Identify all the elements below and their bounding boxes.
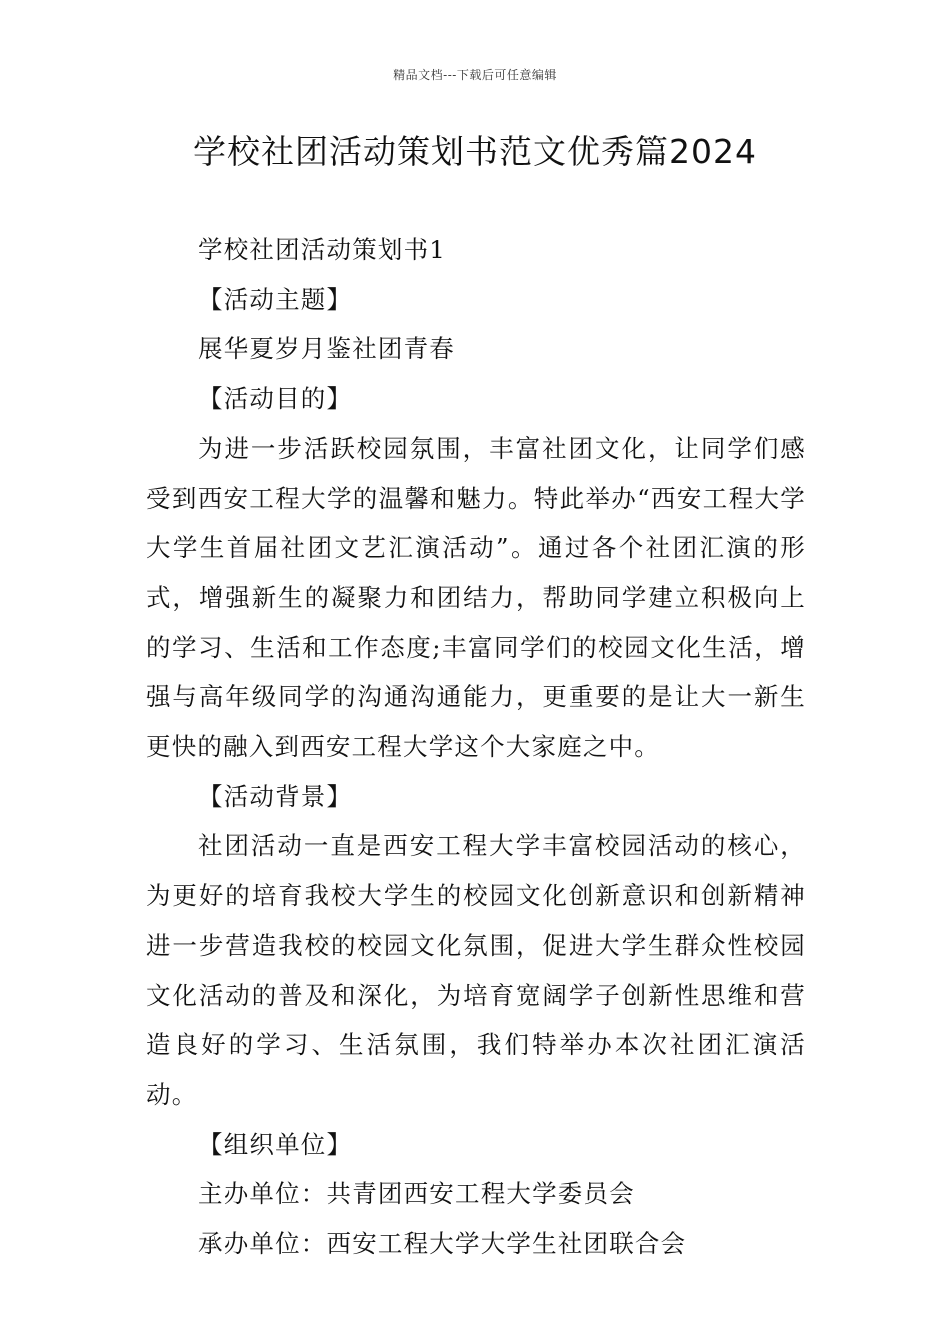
document-title: 学校社团活动策划书范文优秀篇2024 xyxy=(193,132,757,171)
section-heading-organizers: 【组织单位】 xyxy=(198,1129,353,1159)
header-note: 精品文档---下载后可任意编辑 xyxy=(393,68,557,82)
section-heading-background: 【活动背景】 xyxy=(198,781,353,811)
document-body xyxy=(146,225,806,1269)
background-paragraph: 社团活动一直是西安工程大学丰富校园活动的核心，为更好的培育我校大学生的校园文化创新意识和创新精神进一步营造我校的校园文化氛围，促进大学生群众性校园文化活动的普及和深化，为培育宽阔学子创新性思维和营造良好的学习、生活氛围，我们特举办本次社团汇演活动。 xyxy=(146,831,806,1109)
theme-text: 展华夏岁月鉴社团青春 xyxy=(198,334,455,364)
organizer-host: 主办单位：共青团西安工程大学委员会 xyxy=(198,1179,635,1209)
section-heading-purpose: 【活动目的】 xyxy=(198,384,353,414)
section-heading-theme: 【活动主题】 xyxy=(198,284,353,314)
purpose-paragraph: 为进一步活跃校园氛围，丰富社团文化，让同学们感受到西安工程大学的温馨和魅力。特此举办“西安工程大学大学生首届社团文艺汇演活动”。通过各个社团汇演的形式，增强新生的凝聚力和团结力，帮助同学建立积极向上的学习、生活和工作态度;丰富同学们的校园文化生活，增强与高年级同学的沟通沟通能力，更重要的是让大一新生更快的融入到西安工程大学这个大家庭之中。 xyxy=(146,433,806,762)
organizer-undertaker: 承办单位：西安工程大学大学生社团联合会 xyxy=(198,1229,687,1259)
section-heading-plan-1: 学校社团活动策划书1 xyxy=(198,235,447,264)
